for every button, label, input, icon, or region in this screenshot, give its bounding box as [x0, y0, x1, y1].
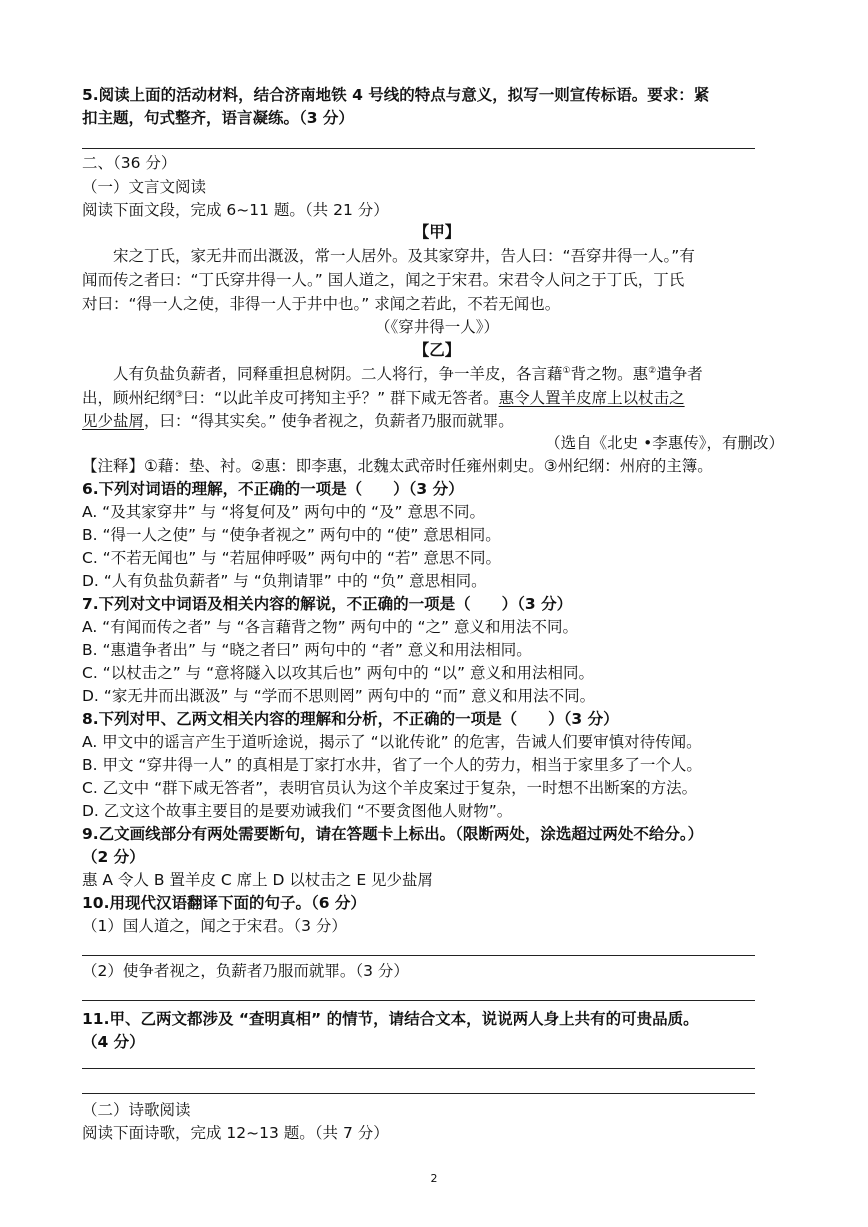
jia-source: （《穿井得一人》） — [374, 318, 499, 336]
part2-intro: 阅读下面诗歌，完成 12~13 题。（共 7 分） — [82, 1124, 389, 1142]
answer-line — [82, 1093, 755, 1094]
q7-stem: 7.下列对文中词语及相关内容的解说，不正确的一项是（ ）（3 分） — [82, 595, 573, 613]
q11-stem: 11.甲、乙两文都涉及 “查明真相” 的情节，请结合文本，说说两人身上共有的可贵品质。 — [82, 1010, 699, 1028]
jia-label: 【甲】 — [413, 223, 461, 241]
q6-option-a: A. “及其家穿井” 与 “将复何及” 两句中的 “及” 意思不同。 — [82, 503, 486, 521]
q8-option-c: C. 乙文中 “群下咸无答者”，表明官员认为这个羊皮案过于复杂，一时想不出断案的方法。 — [82, 779, 698, 797]
q10-sentence-1: （1）国人道之，闻之于宋君。（3 分） — [82, 917, 347, 935]
q9-stem: 9.乙文画线部分有两处需要断句，请在答题卡上标出。（限断两处，涂选超过两处不给分。） — [82, 825, 704, 843]
jia-line2: 闻而传之者曰：“丁氏穿井得一人。” 国人道之，闻之于宋君。宋君令人问之于丁氏，丁氏 — [82, 271, 685, 289]
yi-text: 曰：“以此羊皮可拷知主乎？” 群下咸无答者。 — [183, 389, 499, 407]
note-mark-2: ② — [648, 365, 657, 376]
q10-stem: 10.用现代汉语翻译下面的句子。（6 分） — [82, 894, 366, 912]
q6-option-b: B. “得一人之使” 与 “使争者视之” 两句中的 “使” 意思相同。 — [82, 526, 501, 544]
q7-option-a: A. “有闻而传之者” 与 “各言藉背之物” 两句中的 “之” 意义和用法不同。 — [82, 618, 579, 636]
jia-line1: 宋之丁氏，家无井而出溉汲，常一人居外。及其家穿井，告人曰：“吾穿井得一人。”有 — [113, 247, 695, 265]
part1-title: （一）文言文阅读 — [82, 178, 207, 196]
underlined-text: 惠令人置羊皮席上以杖击之 — [498, 389, 685, 407]
q9-choices: 惠 A 令人 B 置羊皮 C 席上 D 以杖击之 E 见少盐屑 — [82, 871, 434, 889]
q8-option-a: A. 甲文中的谣言产生于道听途说，揭示了 “以讹传讹” 的危害，告诫人们要审慎对待传闻。 — [82, 733, 702, 751]
q11-score: （4 分） — [82, 1033, 145, 1051]
yi-text: 遣争者 — [656, 365, 703, 383]
note-mark-1: ① — [562, 365, 571, 376]
q7-option-d: D. “家无井而出溉汲” 与 “学而不思则罔” 两句中的 “而” 意义和用法不同。 — [82, 687, 596, 705]
yi-label: 【乙】 — [413, 341, 461, 359]
jia-line3: 对曰：“得一人之使，非得一人于井中也。” 求闻之若此，不若无闻也。 — [82, 295, 561, 313]
part2-title: （二）诗歌阅读 — [82, 1101, 191, 1119]
q7-option-b: B. “惠遣争者出” 与 “晓之者曰” 两句中的 “者” 意义和用法相同。 — [82, 641, 532, 659]
yi-notes: 【注释】①藉：垫、衬。②惠：即李惠，北魏太武帝时任雍州刺史。③州纪纲：州府的主簿。 — [82, 457, 713, 475]
q5-line1: 5.阅读上面的活动材料，结合济南地铁 4 号线的特点与意义，拟写一则宣传标语。要求：紧 — [82, 86, 710, 104]
q10-sentence-2: （2）使争者视之，负薪者乃服而就罪。（3 分） — [82, 962, 409, 980]
q6-option-d: D. “人有负盐负薪者” 与 “负荆请罪” 中的 “负” 意思相同。 — [82, 572, 487, 590]
yi-line2 — [82, 387, 792, 409]
q5-line2: 扣主题，句式整齐，语言凝练。（3 分） — [82, 109, 354, 127]
answer-line — [82, 1068, 755, 1069]
part1-intro: 阅读下面文段，完成 6~11 题。（共 21 分） — [82, 201, 389, 219]
q6-stem: 6.下列对词语的理解，不正确的一项是（ ）（3 分） — [82, 480, 464, 498]
answer-line — [82, 1000, 755, 1001]
yi-line3 — [82, 410, 792, 432]
answer-line — [82, 148, 755, 149]
q6-option-c: C. “不若无闻也” 与 “若屈伸呼吸” 两句中的 “若” 意思不同。 — [82, 549, 501, 567]
q7-option-c: C. “以杖击之” 与 “意将隧入以攻其后也” 两句中的 “以” 意义和用法相同。 — [82, 664, 594, 682]
q8-stem: 8.下列对甲、乙两文相关内容的理解和分析，不正确的一项是（ ）（3 分） — [82, 710, 619, 728]
q8-option-d: D. 乙文这个故事主要目的是要劝诫我们 “不要贪图他人财物”。 — [82, 802, 513, 820]
yi-text: 人有负盐负薪者，同释重担息树阴。二人将行，争一羊皮，各言藉 — [113, 365, 563, 383]
q8-option-b: B. 甲文 “穿井得一人” 的真相是丁家打水井，省了一个人的劳力，相当于家里多了一个人。 — [82, 756, 702, 774]
section2-title: 二、（36 分） — [82, 154, 177, 172]
page-number: 2 — [430, 1172, 438, 1185]
yi-text: 出，顾州纪纲 — [82, 389, 176, 407]
underlined-text: 见少盐屑 — [82, 412, 145, 430]
answer-line — [82, 955, 755, 956]
yi-text: 背之物。惠 — [570, 365, 649, 383]
note-mark-3: ③ — [175, 389, 184, 400]
yi-line1 — [82, 363, 792, 385]
yi-text: ，曰：“得其实矣。” 使争者视之，负薪者乃服而就罪。 — [144, 412, 514, 430]
yi-source: （选自《北史 •李惠传》，有删改） — [545, 434, 784, 452]
q9-score: （2 分） — [82, 848, 145, 866]
